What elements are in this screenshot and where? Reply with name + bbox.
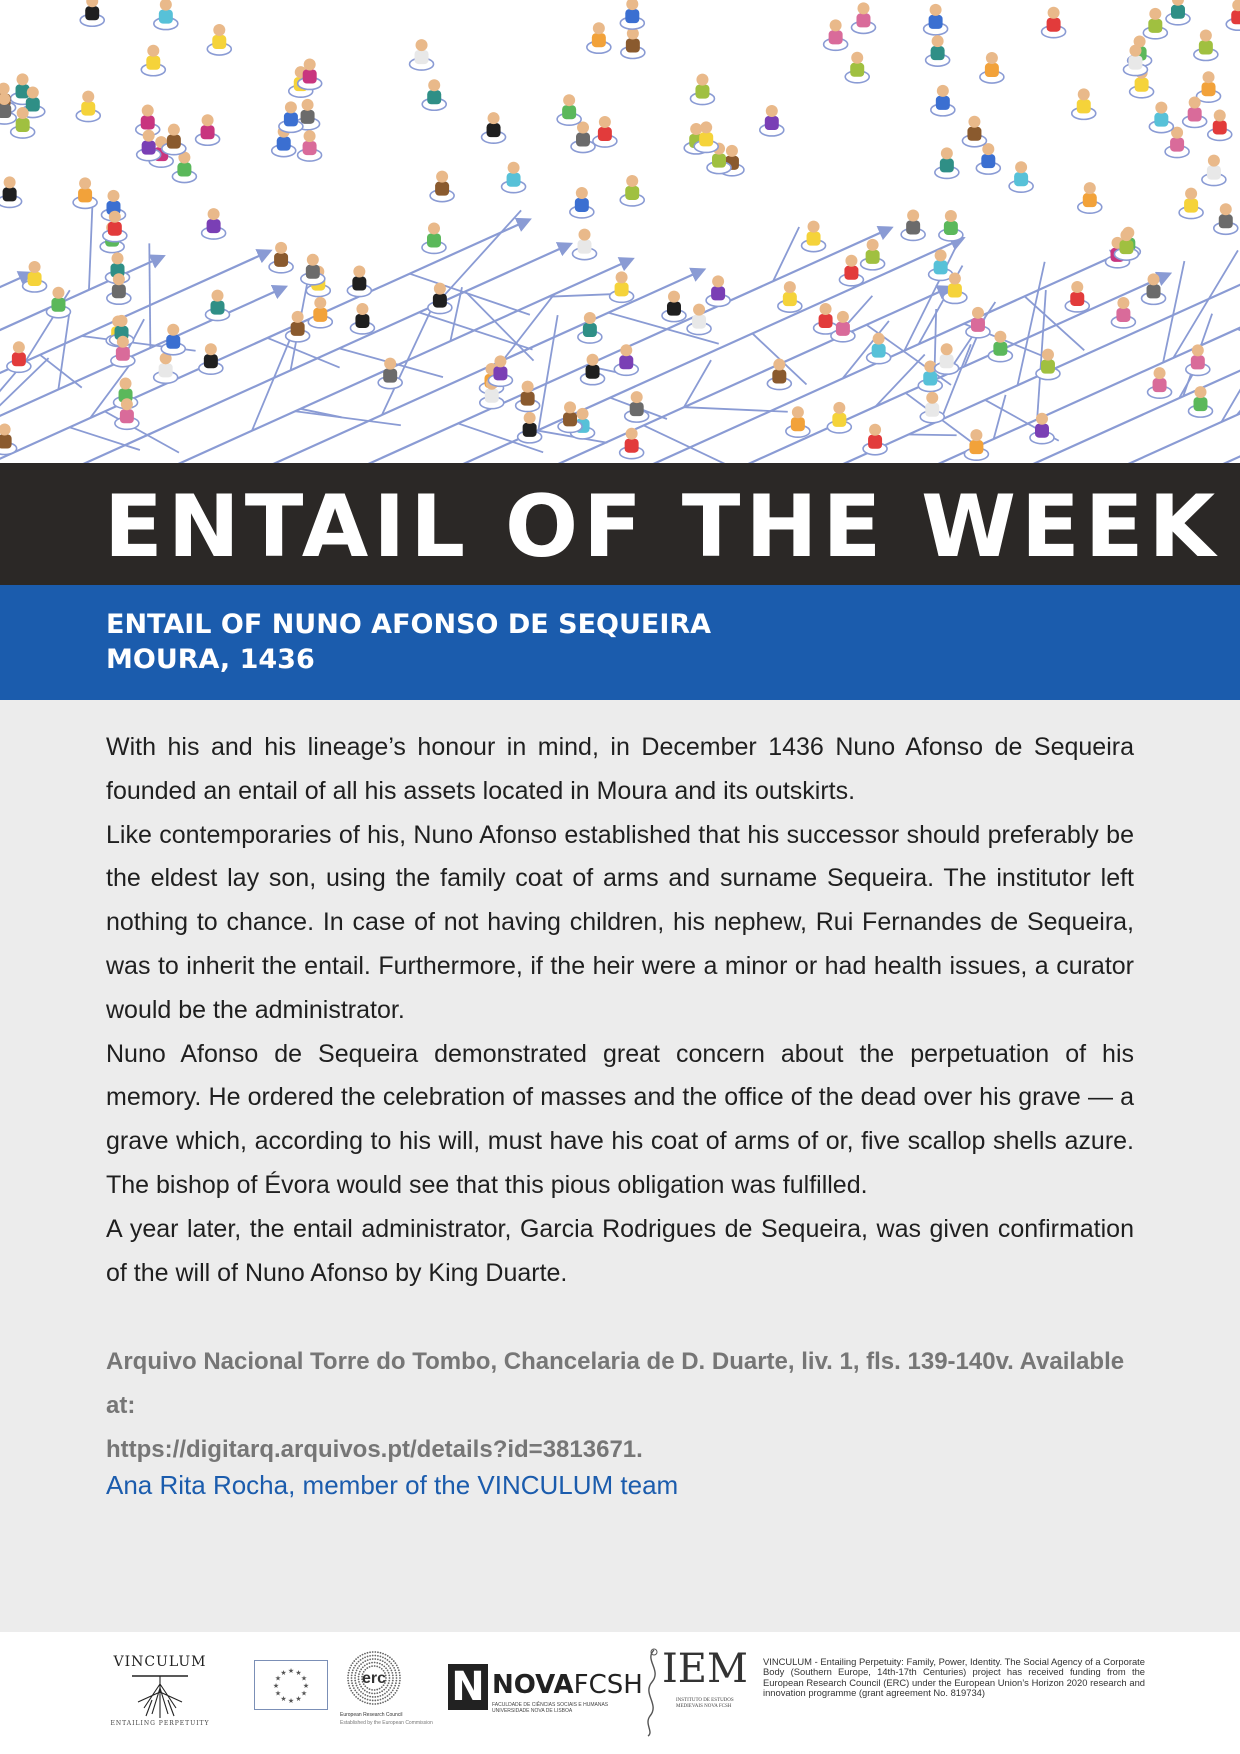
erc-mark-text: erc [361, 1670, 387, 1687]
svg-text:★: ★ [295, 1695, 302, 1703]
source-citation [106, 1340, 1134, 1471]
content-area [0, 700, 1240, 1632]
eu-flag-icon [254, 1660, 328, 1710]
nova-n-icon: N [448, 1664, 488, 1710]
citation-link[interactable]: https://digitarq.arquivos.pt/details?id=3813671. [106, 1435, 643, 1463]
title-bar [0, 463, 1240, 585]
svg-text:★: ★ [280, 1670, 287, 1678]
nova-fcsh-subtext: FACULDADE DE CIÊNCIAS SOCIAIS E HUMANAS UNIVERSIDADE NOVA DE LISBOA [492, 1702, 609, 1714]
svg-text:★: ★ [274, 1675, 282, 1683]
footer [0, 1632, 1240, 1754]
article-body [106, 726, 1134, 1295]
iem-subtext: INSTITUTO DE ESTUDOS MEDIEVAIS NOVA FCSH [676, 1698, 734, 1709]
erc-dots-icon [344, 1650, 404, 1706]
erc-logo [340, 1650, 433, 1740]
erc-name: European Research Council [340, 1712, 403, 1718]
iem-letters: IEM [662, 1646, 748, 1692]
body-paragraph: Like contemporaries of his, Nuno Afonso established that his successor should preferably be the eldest lay son, using the family coat of arms and surname Sequeira. The institutor left nothing to chance. In case of not having children, his nephew, Rui Fernandes de Sequeira, was to inherit the entail. Furthermore, if the heir were a minor or had health issues, a curator would be the administrator. [106, 820, 1134, 1024]
body-paragraph: Nuno Afonso de Sequeira demonstrated great concern about the perpetuation of his memory. He ordered the celebration of masses and the office of the dead over his grave — a grave which, according to his will, must have his coat of arms of or, five scallop shells azure. The bishop of Évora would see that this pious obligation was fulfilled. [106, 1039, 1134, 1199]
svg-text:★: ★ [300, 1690, 308, 1698]
eu-flag-logo [254, 1654, 330, 1714]
vinculum-logo [110, 1654, 210, 1734]
entail-name: ENTAIL OF NUNO AFONSO DE SEQUEIRA [106, 609, 712, 640]
svg-text:★: ★ [272, 1683, 280, 1690]
page-title: ENTAIL OF THE WEEK [104, 477, 1221, 577]
vinculum-tagline: ENTAILING PERPETUITY [110, 1720, 210, 1727]
tree-roots-icon [130, 1674, 190, 1720]
svg-text:★: ★ [287, 1668, 295, 1675]
svg-text:★: ★ [302, 1683, 310, 1690]
entail-place-date: MOURA, 1436 [106, 644, 315, 675]
citation-archive: Arquivo Nacional Torre do Tombo, Chancelaria de D. Duarte, liv. 1, fls. 139-140v. Available at: [106, 1348, 1125, 1419]
network-illustration [0, 0, 1240, 463]
svg-text:★: ★ [287, 1698, 295, 1705]
author-credit: Ana Rita Rocha, member of the VINCULUM team [106, 1470, 679, 1500]
vinculum-logo-text: VINCULUM [113, 1654, 207, 1670]
iem-logo [640, 1646, 748, 1742]
header-network-image [0, 0, 1240, 463]
svg-text:★: ★ [295, 1670, 302, 1678]
erc-subtext: Established by the European Commission [340, 1720, 433, 1726]
body-paragraph: A year later, the entail administrator, Garcia Rodrigues de Sequeira, was given confirmation of the will of Nuno Afonso by King Duarte. [106, 1214, 1134, 1287]
svg-text:★: ★ [274, 1690, 282, 1698]
body-paragraph: With his and his lineage’s honour in mind, in December 1436 Nuno Afonso de Sequeira founded an entail of all his assets located in Moura and its outskirts. [106, 733, 1134, 805]
nova-fcsh-wordmark: NOVAFCSH [492, 1670, 643, 1700]
svg-text:★: ★ [280, 1695, 287, 1703]
funding-statement: VINCULUM - Entailing Perpetuity: Family, Power, Identity. The Social Agency of a Corporate Body (Southern Europe, 14th-17th Centuries) project has received funding from the European Research Council (ERC) under the European Union’s Horizon 2020 research and innovation programme (grant agreement No. 819734) [763, 1656, 1145, 1699]
nova-fcsh-logo [448, 1658, 643, 1718]
svg-text:★: ★ [300, 1675, 308, 1683]
subtitle-bar [0, 585, 1240, 700]
